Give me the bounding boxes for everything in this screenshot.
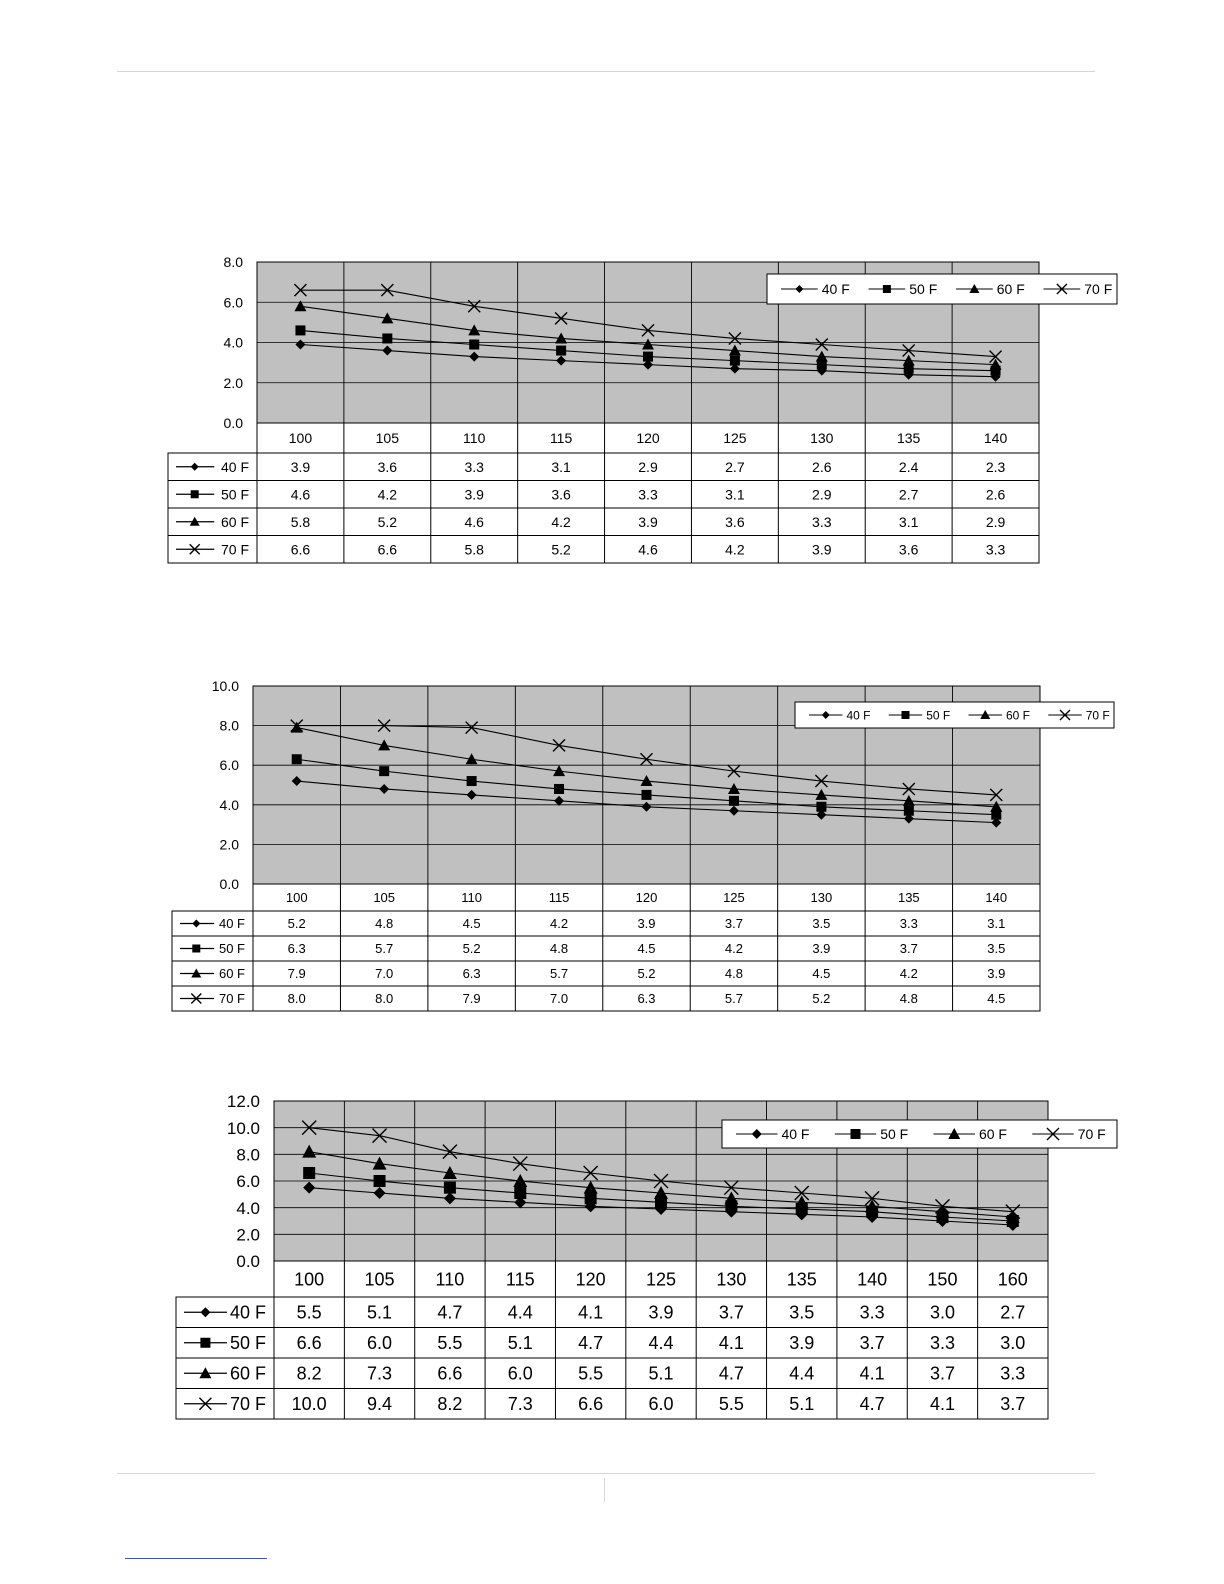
table-cell: 4.5: [637, 941, 656, 957]
chart-svg: [172, 678, 1110, 1013]
row-label: 50 F: [220, 486, 249, 503]
table-cell: 5.5: [437, 1333, 463, 1354]
legend-label: 70 F: [1084, 281, 1113, 298]
table-cell: 4.2: [724, 941, 743, 957]
table-cell: 4.4: [648, 1333, 674, 1354]
chart-svg: [168, 254, 1113, 565]
table-cell: 3.1: [898, 513, 919, 530]
legend-label: 50 F: [926, 708, 951, 723]
table-cell: 8.0: [375, 991, 394, 1007]
table-cell: 6.3: [637, 991, 656, 1007]
data-point: [556, 346, 566, 356]
table-cell: 6.3: [287, 941, 306, 957]
y-tick-label: 10.0: [211, 678, 239, 695]
y-tick-label: 8.0: [223, 254, 243, 271]
table-cell: 2.3: [985, 458, 1006, 475]
legend-label: 50 F: [909, 281, 938, 298]
x-tick-label: 135: [897, 890, 920, 906]
table-cell: 5.5: [296, 1302, 322, 1323]
x-tick-label: 140: [985, 890, 1008, 906]
row-label: 60 F: [229, 1363, 266, 1384]
y-tick-label: 6.0: [219, 757, 239, 774]
table-cell: 4.2: [550, 916, 569, 932]
legend-label: 60 F: [978, 1126, 1007, 1143]
footer-rule: [117, 1473, 1095, 1474]
row-label: 60 F: [218, 966, 245, 982]
x-tick-label: 140: [983, 430, 1008, 447]
y-tick-label: 4.0: [236, 1198, 260, 1218]
x-tick-label: 130: [716, 1269, 747, 1290]
x-tick-label: 105: [373, 890, 396, 906]
table-cell: 10.0: [291, 1394, 327, 1415]
x-tick-label: 150: [927, 1269, 958, 1290]
table-cell: 5.2: [287, 916, 306, 932]
x-tick-label: 115: [548, 890, 570, 906]
table-cell: 3.9: [637, 916, 656, 932]
table-cell: 8.0: [287, 991, 306, 1007]
square-legend-icon: [883, 285, 891, 293]
table-cell: 5.7: [724, 991, 743, 1007]
table-cell: 4.6: [290, 486, 311, 503]
table-cell: 3.7: [1000, 1394, 1026, 1415]
x-tick-label: 100: [294, 1269, 325, 1290]
legend-label: 70 F: [1085, 708, 1110, 723]
data-point: [514, 1187, 526, 1199]
table-cell: 4.2: [551, 513, 571, 530]
x-tick-label: 100: [285, 890, 308, 906]
table-cell: 5.2: [462, 941, 481, 957]
table-cell: 3.3: [638, 486, 658, 503]
table-cell: 4.8: [375, 916, 394, 932]
table-cell: 2.6: [985, 486, 1006, 503]
table-cell: 2.7: [1000, 1302, 1026, 1323]
table-cell: 5.7: [375, 941, 394, 957]
table-cell: 3.9: [812, 541, 832, 558]
table-cell: 4.5: [462, 916, 481, 932]
table-cell: 5.1: [789, 1394, 815, 1415]
square-marker-icon: [192, 945, 200, 953]
data-point: [585, 1192, 597, 1204]
y-tick-label: 8.0: [236, 1145, 260, 1165]
legend-label: 70 F: [1077, 1126, 1106, 1143]
data-point: [382, 333, 392, 343]
table-cell: 3.3: [464, 458, 484, 475]
data-point: [554, 784, 564, 794]
table-cell: 5.2: [377, 513, 398, 530]
table-cell: 3.3: [812, 513, 832, 530]
y-tick-label: 0.0: [223, 415, 243, 432]
x-tick-label: 120: [635, 890, 658, 906]
square-marker-icon: [200, 1338, 210, 1348]
table-cell: 5.1: [507, 1333, 533, 1354]
chart-2: [172, 678, 1110, 1013]
table-cell: 6.6: [437, 1363, 463, 1384]
table-cell: 5.1: [648, 1363, 674, 1384]
table-cell: 6.6: [578, 1394, 604, 1415]
table-cell: 3.9: [812, 941, 831, 957]
x-tick-label: 120: [636, 430, 660, 447]
x-tick-label: 120: [575, 1269, 606, 1290]
table-cell: 3.9: [789, 1333, 815, 1354]
x-tick-label: 110: [463, 430, 486, 447]
table-cell: 6.0: [648, 1394, 674, 1415]
legend-label: 40 F: [846, 708, 871, 723]
table-cell: 2.9: [812, 486, 832, 503]
y-tick-label: 6.0: [236, 1172, 260, 1192]
table-cell: 3.1: [987, 916, 1006, 932]
x-tick-label: 135: [896, 430, 921, 447]
x-tick-label: 130: [810, 890, 833, 906]
data-point: [904, 806, 914, 816]
data-point: [379, 766, 389, 776]
x-tick-label: 125: [645, 1269, 677, 1290]
table-cell: 5.5: [718, 1394, 744, 1415]
table-cell: 3.6: [725, 513, 745, 530]
table-cell: 4.8: [550, 941, 569, 957]
table-cell: 5.2: [637, 966, 656, 982]
table-cell: 4.1: [929, 1394, 955, 1415]
square-legend-icon: [901, 711, 909, 719]
table-cell: 3.6: [898, 541, 919, 558]
table-cell: 6.0: [367, 1333, 393, 1354]
x-tick-label: 105: [375, 430, 400, 447]
x-tick-label: 105: [364, 1269, 395, 1290]
table-cell: 4.2: [725, 541, 745, 558]
table-cell: 2.7: [898, 486, 919, 503]
y-tick-label: 2.0: [219, 836, 239, 853]
table-cell: 3.6: [377, 458, 398, 475]
table-cell: 4.1: [718, 1333, 744, 1354]
y-tick-label: 2.0: [223, 374, 243, 391]
table-cell: 3.7: [718, 1302, 744, 1323]
y-tick-label: 4.0: [223, 334, 243, 351]
x-tick-label: 125: [723, 890, 745, 906]
table-cell: 3.7: [929, 1363, 955, 1384]
table-cell: 4.7: [437, 1302, 463, 1323]
table-cell: 4.8: [899, 991, 918, 1007]
x-tick-label: 115: [505, 1269, 535, 1290]
table-cell: 3.3: [1000, 1363, 1026, 1384]
row-label: 70 F: [218, 991, 245, 1007]
table-cell: 6.6: [377, 541, 398, 558]
row-label: 40 F: [218, 916, 245, 932]
footer-divider: [604, 1478, 605, 1502]
y-tick-label: 12.0: [226, 1092, 260, 1112]
x-tick-label: 110: [461, 890, 482, 906]
y-tick-label: 8.0: [219, 717, 239, 734]
table-cell: 4.5: [812, 966, 831, 982]
legend-label: 60 F: [996, 281, 1025, 298]
table-cell: 5.7: [550, 966, 569, 982]
table-cell: 3.9: [987, 966, 1006, 982]
row-label: 70 F: [229, 1394, 266, 1415]
table-cell: 6.6: [290, 541, 311, 558]
table-cell: 3.3: [929, 1333, 955, 1354]
table-cell: 5.5: [578, 1363, 604, 1384]
legend-label: 50 F: [880, 1126, 909, 1143]
data-point: [444, 1182, 456, 1194]
table-cell: 3.0: [929, 1302, 955, 1323]
table-cell: 3.1: [551, 458, 571, 475]
table-cell: 3.9: [648, 1302, 674, 1323]
legend-label: 60 F: [1005, 708, 1031, 723]
row-label: 70 F: [220, 541, 249, 558]
row-label: 40 F: [220, 458, 249, 475]
row-label: 50 F: [218, 941, 245, 957]
table-cell: 3.6: [551, 486, 571, 503]
table-cell: 7.3: [507, 1394, 533, 1415]
table-cell: 4.4: [507, 1302, 533, 1323]
y-tick-label: 10.0: [226, 1118, 260, 1138]
data-point: [642, 790, 652, 800]
table-cell: 5.8: [464, 541, 484, 558]
x-tick-label: 140: [857, 1269, 888, 1290]
table-cell: 2.6: [812, 458, 832, 475]
table-cell: 4.2: [899, 966, 918, 982]
row-label: 50 F: [229, 1333, 266, 1354]
x-tick-label: 100: [288, 430, 313, 447]
table-cell: 2.4: [898, 458, 919, 475]
table-cell: 4.1: [859, 1363, 885, 1384]
table-cell: 6.3: [462, 966, 481, 982]
table-cell: 3.3: [899, 916, 918, 932]
legend-label: 40 F: [821, 281, 850, 298]
table-cell: 5.2: [812, 991, 831, 1007]
footer-link-underline[interactable]: [125, 1558, 267, 1559]
y-tick-label: 6.0: [223, 294, 243, 311]
table-cell: 7.0: [550, 991, 569, 1007]
table-cell: 3.9: [290, 458, 311, 475]
table-cell: 4.4: [789, 1363, 815, 1384]
table-cell: 4.7: [718, 1363, 744, 1384]
table-cell: 3.7: [899, 941, 918, 957]
table-cell: 3.7: [859, 1333, 885, 1354]
square-marker-icon: [191, 490, 199, 498]
table-cell: 8.2: [296, 1363, 322, 1384]
data-point: [292, 754, 302, 764]
table-cell: 5.1: [367, 1302, 393, 1323]
chart-svg: [176, 1092, 1106, 1421]
table-cell: 3.1: [725, 486, 745, 503]
square-legend-icon: [850, 1129, 860, 1139]
row-label: 40 F: [229, 1302, 266, 1323]
table-cell: 4.7: [578, 1333, 604, 1354]
table-cell: 5.8: [290, 513, 311, 530]
table-cell: 4.1: [578, 1302, 604, 1323]
chart-3: [176, 1092, 1106, 1421]
table-cell: 4.5: [987, 991, 1006, 1007]
chart-1: [168, 254, 1113, 565]
table-cell: 7.0: [375, 966, 394, 982]
table-cell: 8.2: [437, 1394, 463, 1415]
table-cell: 9.4: [367, 1394, 393, 1415]
table-cell: 3.3: [985, 541, 1006, 558]
table-cell: 2.9: [985, 513, 1006, 530]
table-cell: 6.0: [507, 1363, 533, 1384]
x-tick-label: 135: [786, 1269, 817, 1290]
data-point: [729, 796, 739, 806]
y-tick-label: 2.0: [236, 1225, 260, 1245]
x-tick-label: 115: [549, 430, 573, 447]
data-point: [303, 1167, 315, 1179]
table-cell: 4.2: [377, 486, 398, 503]
data-point: [643, 352, 653, 362]
table-cell: 3.9: [638, 513, 658, 530]
row-label: 60 F: [220, 513, 249, 530]
table-cell: 7.9: [287, 966, 306, 982]
table-cell: 6.6: [296, 1333, 322, 1354]
table-cell: 4.6: [638, 541, 658, 558]
y-tick-label: 0.0: [236, 1252, 260, 1272]
table-cell: 2.9: [638, 458, 658, 475]
x-tick-label: 110: [435, 1269, 465, 1290]
data-point: [374, 1175, 386, 1187]
data-point: [295, 325, 305, 335]
table-cell: 5.2: [551, 541, 571, 558]
data-point: [469, 340, 479, 350]
table-cell: 3.5: [987, 941, 1006, 957]
header-rule: [117, 71, 1095, 72]
table-cell: 3.5: [789, 1302, 815, 1323]
y-tick-label: 4.0: [219, 796, 239, 813]
x-tick-label: 125: [723, 430, 747, 447]
table-cell: 3.5: [812, 916, 831, 932]
data-point: [816, 802, 826, 812]
table-cell: 3.9: [464, 486, 484, 503]
table-cell: 3.7: [724, 916, 743, 932]
table-cell: 7.3: [367, 1363, 393, 1384]
table-cell: 3.3: [859, 1302, 885, 1323]
table-cell: 4.6: [464, 513, 484, 530]
table-cell: 2.7: [725, 458, 745, 475]
table-cell: 7.9: [462, 991, 481, 1007]
x-tick-label: 160: [997, 1269, 1028, 1290]
table-cell: 4.8: [724, 966, 743, 982]
data-point: [730, 356, 740, 366]
legend-label: 40 F: [781, 1126, 810, 1143]
table-cell: 3.0: [1000, 1333, 1026, 1354]
table-cell: 4.7: [859, 1394, 885, 1415]
y-tick-label: 0.0: [219, 876, 239, 893]
data-point: [467, 776, 477, 786]
x-tick-label: 130: [810, 430, 834, 447]
